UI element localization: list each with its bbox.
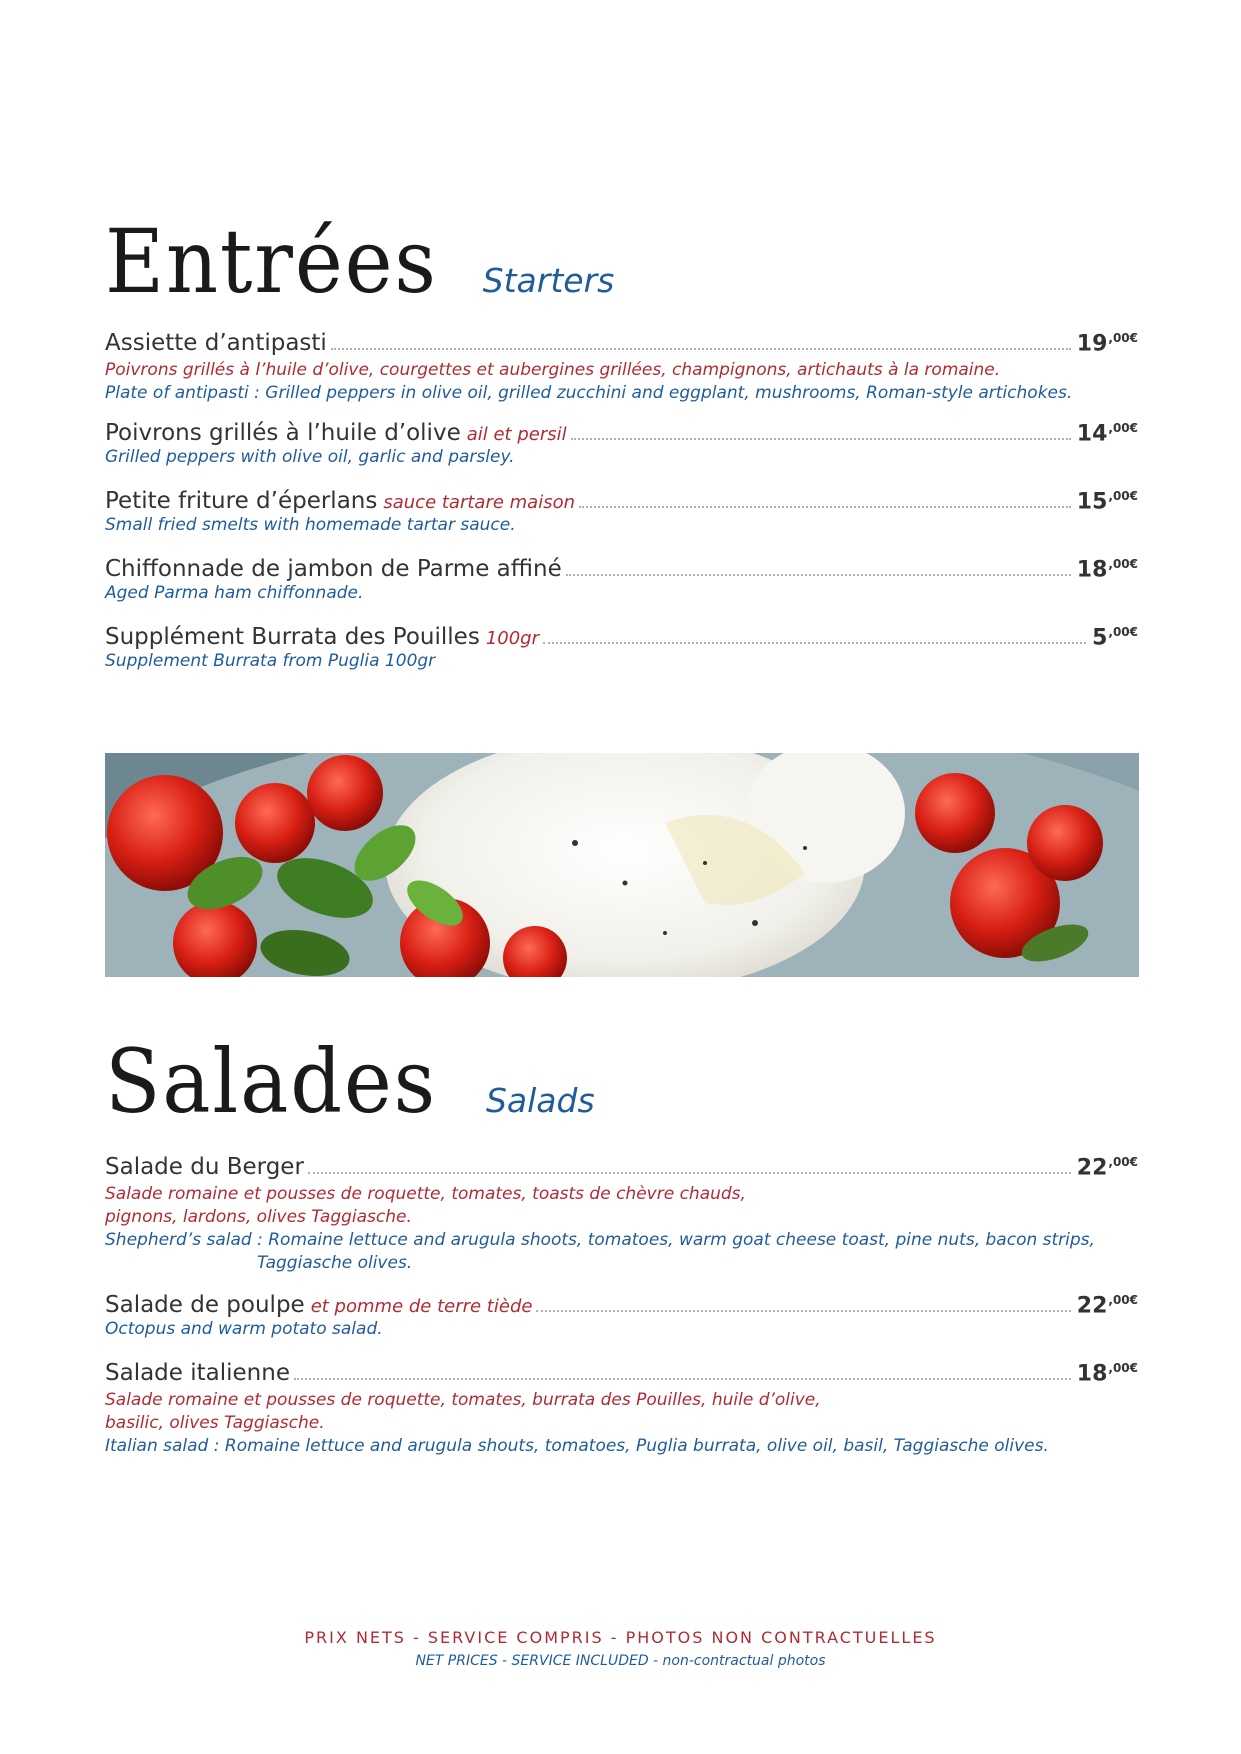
dot-leader bbox=[331, 347, 1071, 350]
item-desc-en: Shepherd’s salad : Romaine lettuce and arugula shoots, tomatoes, warm goat cheese toast, pine nuts, bacon strips, bbox=[105, 1230, 1095, 1250]
item-name: Chiffonnade de jambon de Parme affiné bbox=[105, 556, 562, 582]
salads-title-fr: Salades bbox=[105, 1030, 438, 1133]
item-price: $18^{,00€}$ bbox=[1076, 1360, 1138, 1386]
item-name: Supplément Burrata des Pouilles bbox=[105, 624, 480, 650]
dot-leader bbox=[571, 437, 1071, 440]
footer-note-fr: PRIX NETS - SERVICE COMPRIS - PHOTOS NON CONTRACTUELLES bbox=[304, 1628, 937, 1647]
menu-item bbox=[105, 488, 1138, 537]
salads-heading bbox=[105, 1030, 595, 1133]
item-name: Assiette d’antipasti bbox=[105, 330, 327, 356]
item-note: sauce tartare maison bbox=[383, 492, 576, 513]
item-name: Salade du Berger bbox=[105, 1154, 304, 1180]
dot-leader bbox=[294, 1377, 1071, 1380]
item-price: $5^{,00€}$ bbox=[1092, 624, 1138, 650]
menu-item bbox=[105, 330, 1138, 405]
item-desc-en: Grilled peppers with olive oil, garlic and parsley. bbox=[105, 447, 515, 467]
dot-leader bbox=[536, 1309, 1070, 1312]
item-desc-en: Taggiasche olives. bbox=[257, 1253, 413, 1273]
menu-item bbox=[105, 1292, 1138, 1341]
item-price: $15^{,00€}$ bbox=[1076, 488, 1138, 514]
item-desc-en: Plate of antipasti : Grilled peppers in olive oil, grilled zucchini and eggplant, mushrooms, Roman-style artichokes. bbox=[105, 383, 1073, 403]
item-desc-en: Small fried smelts with homemade tartar sauce. bbox=[105, 515, 516, 535]
menu-item bbox=[105, 420, 1138, 469]
item-name: Petite friture d’éperlans bbox=[105, 488, 378, 514]
menu-item bbox=[105, 556, 1138, 605]
item-price: $18^{,00€}$ bbox=[1076, 556, 1138, 582]
item-desc-en: Octopus and warm potato salad. bbox=[105, 1319, 383, 1339]
item-price: $22^{,00€}$ bbox=[1076, 1154, 1138, 1180]
item-price: $14^{,00€}$ bbox=[1076, 420, 1138, 446]
starters-title-fr: Entrées bbox=[105, 210, 438, 313]
item-price: $22^{,00€}$ bbox=[1076, 1292, 1138, 1318]
item-desc-fr: pignons, lardons, olives Taggiasche. bbox=[105, 1207, 412, 1227]
item-name: Poivrons grillés à l’huile d’olive bbox=[105, 420, 461, 446]
item-note: et pomme de terre tiède bbox=[310, 1296, 533, 1317]
item-desc-en: Aged Parma ham chiffonnade. bbox=[105, 583, 364, 603]
food-photo-banner bbox=[105, 753, 1139, 977]
starters-title-en: Starters bbox=[482, 261, 615, 300]
footer-note-en: NET PRICES - SERVICE INCLUDED - non-contractual photos bbox=[415, 1653, 826, 1669]
item-desc-en: Italian salad : Romaine lettuce and arugula shouts, tomatoes, Puglia burrata, olive oil, basil, Taggiasche olives. bbox=[105, 1436, 1049, 1456]
item-desc-en: Supplement Burrata from Puglia 100gr bbox=[105, 651, 436, 671]
dot-leader bbox=[308, 1171, 1071, 1174]
item-desc-fr: Salade romaine et pousses de roquette, tomates, burrata des Pouilles, huile d’olive, bbox=[105, 1390, 821, 1410]
dot-leader bbox=[579, 505, 1071, 508]
item-desc-fr: Poivrons grillés à l’huile d’olive, courgettes et aubergines grillées, champignons, artichauts à la romaine. bbox=[105, 360, 1001, 380]
salads-title-en: Salads bbox=[485, 1081, 595, 1120]
item-price: $19^{,00€}$ bbox=[1076, 330, 1138, 356]
item-name: Salade italienne bbox=[105, 1360, 290, 1386]
item-desc-fr: basilic, olives Taggiasche. bbox=[105, 1413, 325, 1433]
menu-item bbox=[105, 1154, 1138, 1275]
burrata-tomato-photo bbox=[105, 753, 1139, 977]
menu-item bbox=[105, 1360, 1138, 1458]
dot-leader bbox=[543, 641, 1086, 644]
item-desc-fr: Salade romaine et pousses de roquette, tomates, toasts de chèvre chauds, bbox=[105, 1184, 746, 1204]
item-note: 100gr bbox=[485, 628, 539, 649]
item-note: ail et persil bbox=[466, 424, 567, 445]
menu-item bbox=[105, 624, 1138, 673]
dot-leader bbox=[566, 573, 1071, 576]
item-name: Salade de poulpe bbox=[105, 1292, 305, 1318]
starters-heading bbox=[105, 210, 614, 313]
